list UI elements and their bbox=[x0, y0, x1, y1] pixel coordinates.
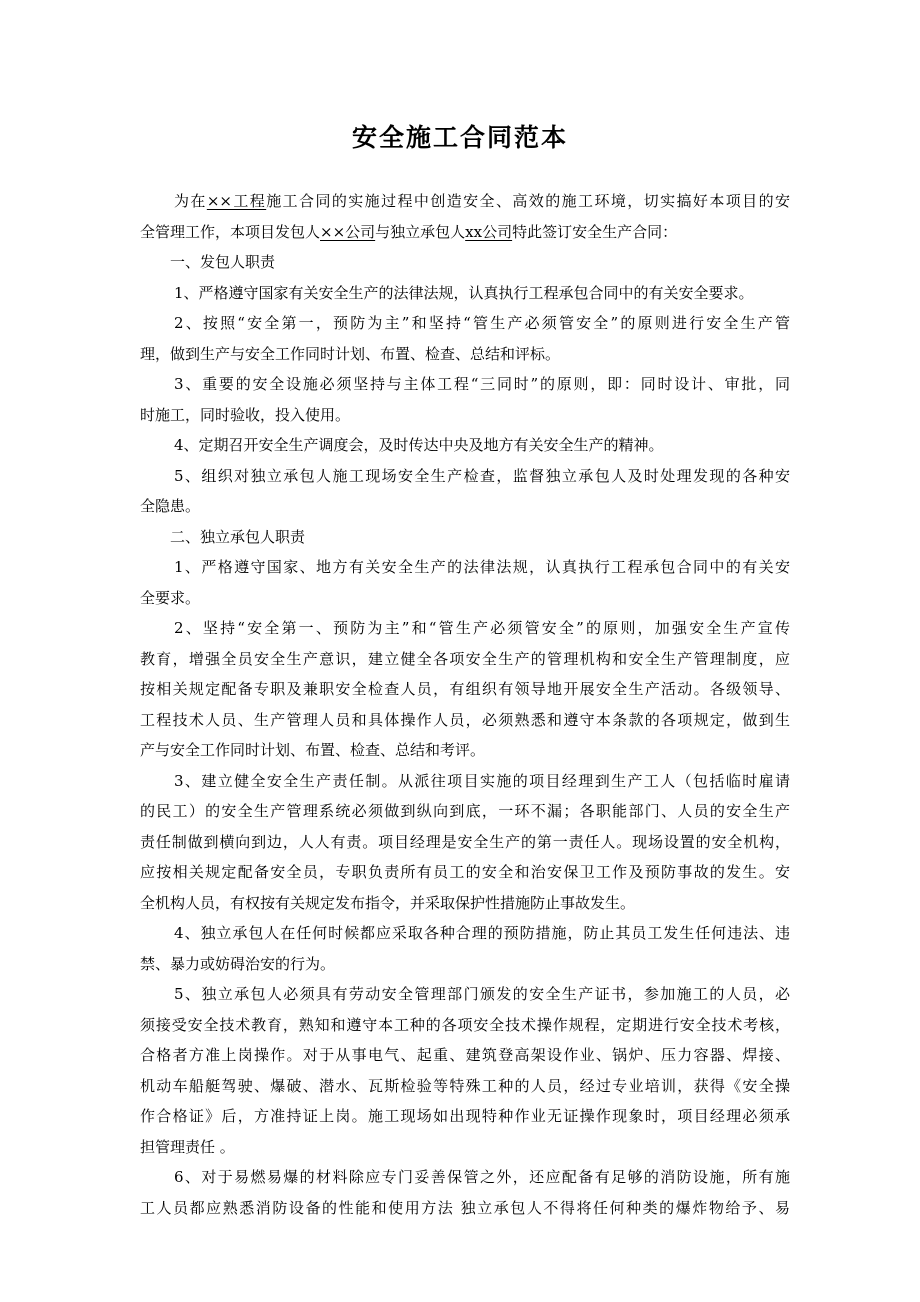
document-body bbox=[140, 186, 790, 1223]
text-line: 担管理责任 。 bbox=[140, 1137, 235, 1156]
text-line: 2、按照“安全第一，预防为主”和坚持“管生产必须管安全”的原则进行安全生产管 bbox=[174, 314, 790, 332]
section-heading-employer: 一、发包人职责 bbox=[170, 253, 276, 271]
contractor-name-blank: xx公司 bbox=[465, 222, 513, 241]
text-line: 按相关规定配备专职及兼职安全检查人员，有组织有领导地开展安全生产活动。各级领导、 bbox=[140, 680, 790, 698]
text-line: 机动车船艇驾驶、爆破、潜水、瓦斯检验等特殊工种的人员，经过专业培训，获得《安全操 bbox=[140, 1076, 790, 1095]
section-heading-contractor: 二、独立承包人职责 bbox=[170, 527, 306, 546]
text-line: 责任制做到横向到边，人人有责。项目经理是安全生产的第一责任人。现场设置的安全机构， bbox=[140, 832, 790, 851]
text-line: 全要求。 bbox=[140, 588, 201, 607]
text-line: 6、对于易燃易爆的材料除应专门妥善保管之外，还应配备有足够的消防设施，所有施 bbox=[174, 1168, 790, 1186]
text-line: 3、建立健全安全生产责任制。从派往项目实施的项目经理到生产工人（包括临时雇请 bbox=[174, 771, 790, 790]
text-line: 作合格证》后，方准持证上岗。施工现场如出现特种作业无证操作现象时，项目经理必须承 bbox=[140, 1107, 790, 1125]
text-line: 应按相关规定配备安全员，专职负责所有员工的安全和治安保卫工作及预防事故的发生。安 bbox=[140, 863, 790, 881]
text-line: 教育，增强全员安全生产意识，建立健全各项安全生产的管理机构和安全生产管理制度，应 bbox=[140, 649, 790, 668]
intro-line-2: 全管理工作，本项目发包人××公司与独立承包人xx公司特此签订安全生产合同： bbox=[140, 222, 678, 241]
text-line: 工程技术人员、生产管理人员和具体操作人员，必须熟悉和遵守本条款的各项规定，做到生 bbox=[140, 710, 790, 729]
text-line: 4、定期召开安全生产调度会，及时传达中央及地方有关安全生产的精神。 bbox=[174, 436, 664, 454]
text-line: 5、组织对独立承包人施工现场安全生产检查，监督独立承包人及时处理发现的各种安 bbox=[174, 466, 790, 485]
intro-line-1: 为在××工程施工合同的实施过程中创造安全、高效的施工环境，切实搞好本项目的安 bbox=[174, 192, 790, 210]
text-line: 工人员都应熟悉消防设备的性能和使用方法 独立承包人不得将任何种类的爆炸物给予、易 bbox=[140, 1198, 790, 1217]
text-line: 产与安全工作同时计划、布置、检查、总结和考评。 bbox=[140, 741, 486, 759]
text-line: 的民工）的安全生产管理系统必须做到纵向到底，一环不漏；各职能部门、人员的安全生产 bbox=[140, 802, 790, 820]
text-line: 5、独立承包人必须具有劳动安全管理部门颁发的安全生产证书，参加施工的人员，必 bbox=[174, 985, 790, 1003]
document-title: 安全施工合同范本 bbox=[351, 123, 568, 152]
project-name-blank: ××工程 bbox=[206, 192, 267, 210]
text-line: 2、坚持“安全第一、预防为主”和“管生产必须管安全”的原则，加强安全生产宣传 bbox=[174, 619, 790, 637]
text-line: 理，做到生产与安全工作同时计划、布置、检查、总结和评标。 bbox=[140, 344, 561, 363]
employer-name-blank: ××公司 bbox=[320, 222, 376, 241]
text-line: 1、严格遵守国家、地方有关安全生产的法律法规，认真执行工程承包合同中的有关安 bbox=[174, 558, 790, 576]
text-line: 须接受安全技术教育，熟知和遵守本工种的各项安全技术操作规程，定期进行安全技术考核， bbox=[140, 1015, 790, 1034]
text-line: 合格者方准上岗操作。对于从事电气、起重、建筑登高架设作业、锅炉、压力容器、焊接、 bbox=[140, 1046, 790, 1064]
text-line: 时施工，同时验收，投入使用。 bbox=[140, 405, 351, 424]
text-line: 禁、暴力或妨碍治安的行为。 bbox=[140, 954, 336, 973]
text-line: 全隐患。 bbox=[140, 497, 201, 515]
text-line: 1、严格遵守国家有关安全生产的法律法规，认真执行工程承包合同中的有关安全要求。 bbox=[174, 283, 754, 302]
text-line: 3、重要的安全设施必须坚持与主体工程“三同时”的原则，即：同时设计、审批，同 bbox=[174, 375, 790, 393]
text-line: 4、独立承包人在任何时候都应采取各种合理的预防措施，防止其员工发生任何违法、违 bbox=[174, 924, 790, 942]
text-line: 全机构人员，有权按有关规定发布指令，并采取保护性措施防止事故发生。 bbox=[140, 893, 636, 912]
